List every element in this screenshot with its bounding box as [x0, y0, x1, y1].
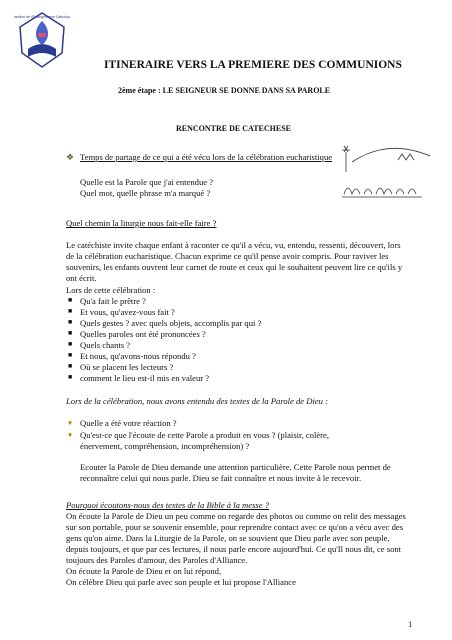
square-bullet-icon: ■ [68, 296, 73, 304]
list-intro: Lors de cette célébration : [66, 285, 156, 295]
section4-para-line-7: On célèbre Dieu qui parle avec son peuple et lui propose l'Alliance [66, 577, 296, 587]
section4-para-line-5: toujours des Paroles d'amour, des Paroles d'Alliance. [66, 555, 248, 565]
section3-question-2-line-2: énervement, compréhension, incompréhension) ? [80, 441, 250, 451]
logo [14, 9, 70, 71]
section4-para-line-4: depuis toujours, et que par ces lectures, il nous parle encore aujourd'hui. Ce qu'Il nous dit, ce sont [66, 544, 402, 554]
list-item: Et vous, qu'avez-vous fait ? [80, 307, 175, 317]
document-subtitle: 2ème étape : LE SEIGNEUR SE DONNE DANS SA PAROLE [118, 86, 331, 95]
list-item: Qu'a fait le prêtre ? [80, 296, 146, 306]
square-bullet-icon: ■ [68, 307, 73, 315]
list-item: Où se placent les lecteurs ? [80, 362, 174, 372]
page-number: 1 [408, 619, 413, 629]
list-item: comment le lieu est-il mis en valeur ? [80, 373, 210, 383]
list-item: Et nous, qu'avons-nous répondu ? [80, 351, 196, 361]
section1-heading: Temps de partage de ce qui a été vécu lors de la célébration eucharistique [80, 152, 333, 162]
meeting-title: RENCONTRE DE CATECHESE [176, 124, 291, 133]
section2-heading: Quel chemin la liturgie nous fait-elle faire ? [66, 218, 217, 228]
square-bullet-icon: ■ [68, 362, 73, 370]
list-item: Quels chants ? [80, 340, 131, 350]
square-bullet-icon: ■ [68, 340, 73, 348]
square-bullet-icon: ■ [68, 351, 73, 359]
section2-para-line-2: de la célébration eucharistique. Chacun exprime ce qu'il pense avoir compris. Pour raviver les [66, 251, 389, 261]
square-bullet-icon: ■ [68, 373, 73, 381]
square-bullet-icon: ■ [68, 318, 73, 326]
candle-bullet-icon: ♦ [68, 418, 73, 427]
list-item: Quelles paroles ont été prononcées ? [80, 329, 206, 339]
section4-para-line-2: sur son portable, pour se souvenir ensemble, pour reprendre contact avec ce qu'on a vécu avec des [66, 522, 404, 532]
section4-para-line-1: On écoute la Parole de Dieu un peu comme on regarde des photos ou comme on relit des messages [66, 511, 406, 521]
section3-question-1: Quelle a été votre réaction ? [80, 418, 177, 428]
section1-question-1: Quelle est la Parole que j'ai entendue ? [80, 177, 214, 187]
section1-question-2: Quel mot, quelle phrase m'a marqué ? [80, 188, 211, 198]
section3-heading: Lors de la célébration, nous avons entendu des textes de la Parole de Dieu : [66, 396, 328, 406]
diamond-bullet-icon: ❖ [66, 152, 75, 162]
section4-heading: Pourquoi écoutons-nous des textes de la Bible à la messe ? [66, 500, 270, 510]
section2-para-line-3: souvenirs, les enfants ouvrent leur carnet de route et ceux qui le souhaitent peuvent lire ce qu'ils y [66, 262, 403, 272]
document-title: ITINERAIRE VERS LA PREMIERE DES COMMUNIONS [104, 59, 402, 71]
section3-para-line-2: reconnaître celui qui nous parle. Dieu se fait connaître et nous invite à le recevoir. [80, 473, 362, 483]
section4-para-line-3: gens qu'on aime. Dans la Liturgie de la Parole, on se souvient que Dieu parle avec son peuple, [66, 533, 390, 543]
square-bullet-icon: ■ [68, 329, 73, 337]
section4-para-line-6: On écoute la Parole de Dieu et on lui répond, [66, 566, 222, 576]
section2-para-line-1: Le catéchiste invite chaque enfant à raconter ce qu'il a vécu, vu, entendu, ressenti, découvert, lors [66, 240, 401, 250]
svg-text:Direction de l'Enseignement Ca: Direction de l'Enseignement Catholique [14, 15, 70, 19]
section3-para-line-1: Ecouter la Parole de Dieu demande une attention particulière. Cette Parole nous permet de [80, 462, 391, 472]
candle-bullet-icon: ♦ [68, 430, 73, 439]
children-drawing [338, 142, 436, 200]
section3-question-2-line-1: Qu'est-ce que l'écoute de cette Parole a produit en vous ? (plaisir, colère, [80, 430, 330, 440]
section2-para-line-4: ont écrit. [66, 273, 97, 283]
list-item: Quels gestes ? avec quels objets, accomplis par qui ? [80, 318, 262, 328]
